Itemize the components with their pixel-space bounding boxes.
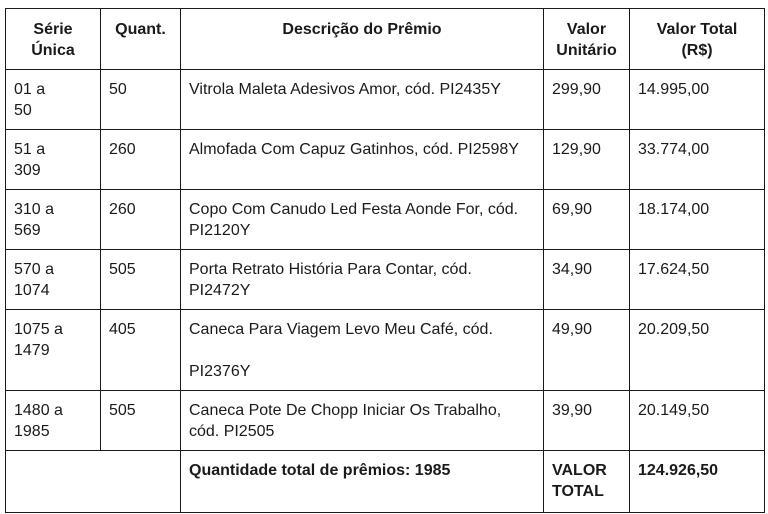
cell-quant: 505 [101,250,181,310]
table-row [6,130,765,190]
cell-quant: 260 [101,130,181,190]
cell-valor-unitario: 34,90 [544,250,630,310]
cell-serie: 1480 a 1985 [6,391,101,451]
cell-descricao: Vitrola Maleta Adesivos Amor, cód. PI2435Y [181,70,544,130]
cell-quant: 260 [101,190,181,250]
cell-quant: 505 [101,391,181,451]
cell-valor-total: 17.624,50 [630,250,765,310]
header-valor-total: Valor Total (R$) [630,9,765,70]
cell-valor-total: 20.209,50 [630,310,765,391]
cell-serie: 51 a 309 [6,130,101,190]
cell-serie: 01 a 50 [6,70,101,130]
cell-quant: 405 [101,310,181,391]
table-row [6,391,765,451]
cell-descricao: Almofada Com Capuz Gatinhos, cód. PI2598Y [181,130,544,190]
cell-valor-unitario: 69,90 [544,190,630,250]
cell-descricao [181,310,544,391]
prize-table [5,8,765,513]
cell-serie: 310 a 569 [6,190,101,250]
table-row [6,250,765,310]
table-row [6,310,765,391]
cell-descricao: Caneca Pote De Chopp Iniciar Os Trabalho, cód. PI2505 [181,391,544,451]
cell-valor-total: 18.174,00 [630,190,765,250]
cell-descricao-line2: PI2376Y [189,363,251,380]
table-row [6,190,765,250]
cell-serie: 1075 a 1479 [6,310,101,391]
header-quant: Quant. [101,9,181,70]
header-serie: Série Única [6,9,101,70]
cell-valor-unitario: 39,90 [544,391,630,451]
cell-valor-total: 14.995,00 [630,70,765,130]
cell-valor-unitario: 129,90 [544,130,630,190]
header-valor-unitario: Valor Unitário [544,9,630,70]
table-row [6,70,765,130]
cell-serie: 570 a 1074 [6,250,101,310]
cell-valor-total: 20.149,50 [630,391,765,451]
total-quantity-label: Quantidade total de prêmios: 1985 [181,451,544,513]
cell-quant: 50 [101,70,181,130]
header-descricao: Descrição do Prêmio [181,9,544,70]
cell-valor-total: 33.774,00 [630,130,765,190]
cell-descricao-line1: Caneca Para Viagem Levo Meu Café, cód. [189,321,493,338]
total-row [6,451,765,513]
header-row [6,9,765,70]
total-value-label: VALOR TOTAL [544,451,630,513]
total-empty-cell [6,451,181,513]
cell-valor-unitario: 299,90 [544,70,630,130]
cell-descricao: Porta Retrato História Para Contar, cód. PI2472Y [181,250,544,310]
cell-descricao-gap [189,340,535,361]
cell-valor-unitario: 49,90 [544,310,630,391]
cell-descricao: Copo Com Canudo Led Festa Aonde For, cód. PI2120Y [181,190,544,250]
total-value: 124.926,50 [630,451,765,513]
